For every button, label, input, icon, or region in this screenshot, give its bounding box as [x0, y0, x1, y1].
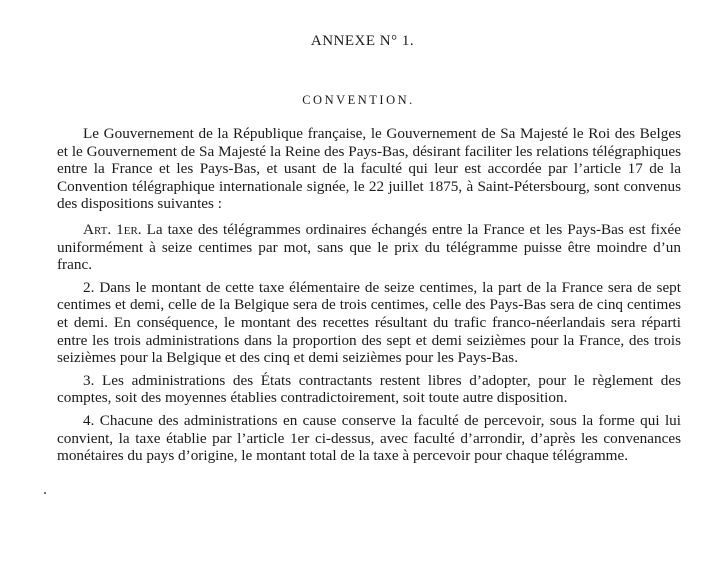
article-2-text: Dans le montant de cette taxe élémentaire de seize centimes, la part de la France sera de sept centimes et demi, celle de la Belgique sera de trois centimes, celle des Pays-Bas sera de cinq centimes et demi. En conséquence, le montant des recettes résultant du trafic franco-néerlandais sera réparti entre les trois administrations dans la proportion des sept et demi seizièmes pour la France, des trois seizièmes pour la Belgique et des cinq et demi seizièmes pour les Pays-Bas.	[57, 278, 681, 367]
intro-paragraph: Le Gouvernement de la République française, le Gouvernement de Sa Majesté le Roi des Belges et le Gouvernement de Sa Majesté la Reine des Pays-Bas, désirant faciliter les relations télégraphiques entre la France et les Pays-Bas, et usant de la faculté qui leur est accordée par l’article 17 de la Convention télégraphique internationale signée, le 22 juillet 1875, à Saint-Pétersbourg, sont convenus des dispositions suivantes :	[57, 125, 681, 213]
article-4	[57, 412, 681, 465]
article-1-text: La taxe des télégrammes ordinaires échangés entre la France et les Pays-Bas est fixée uniformément à seize centimes par mot, sans que le prix du télégramme puisse être moindre d’un franc.	[57, 220, 682, 274]
article-3	[57, 372, 681, 407]
annex-title: ANNEXE N° 1.	[310, 33, 415, 49]
article-1-label: Art. 1er.	[83, 220, 142, 238]
article-4-label: 4.	[83, 411, 95, 429]
convention-body	[57, 125, 681, 470]
article-2-label: 2.	[83, 278, 95, 296]
article-2	[57, 279, 681, 367]
article-3-text: Les administrations des États contractants restent libres d’adopter, pour le règlement des comptes, soit des moyennes établies contradictoirement, soit toute autre disposition.	[57, 371, 681, 407]
article-1	[57, 221, 681, 274]
convention-title: CONVENTION.	[302, 93, 415, 107]
print-speck	[44, 492, 46, 494]
article-3-label: 3.	[83, 371, 95, 389]
article-4-text: Chacune des administrations en cause conserve la faculté de percevoir, sous la forme qui lui convient, la taxe établie par l’article 1er ci-dessus, avec faculté d’arrondir, d’après les convenances monétaires du pays d’origine, le montant total de la taxe à percevoir pour chaque télégramme.	[57, 411, 681, 465]
